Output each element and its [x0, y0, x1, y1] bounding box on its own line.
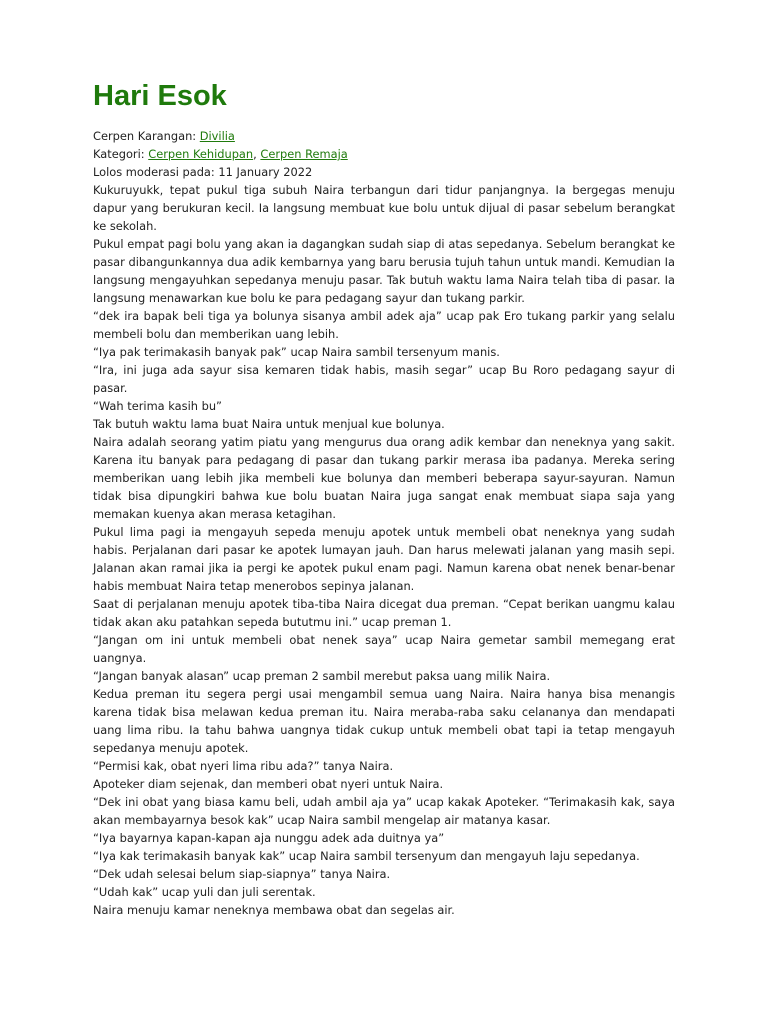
category-label: Kategori:	[93, 147, 149, 161]
author-label: Cerpen Karangan:	[93, 129, 200, 143]
story-paragraph: “Jangan om ini untuk membeli obat nenek saya” ucap Naira gemetar sambil memegang erat uangnya.	[93, 633, 675, 665]
story-paragraph: Kukuruyukk, tepat pukul tiga subuh Naira terbangun dari tidur panjangnya. Ia bergegas menuju dapur yang berukuran kecil. Ia langsung membuat kue bolu untuk dijual di pasar sebelum berangkat ke sekolah.	[93, 183, 675, 233]
story-paragraph: “Ira, ini juga ada sayur sisa kemaren tidak habis, masih segar” ucap Bu Roro pedagang sayur di pasar.	[93, 363, 675, 395]
story-paragraph: “Iya kak terimakasih banyak kak” ucap Naira sambil tersenyum dan mengayuh laju sepedanya.	[93, 849, 640, 863]
article-title: Hari Esok	[93, 80, 227, 112]
story-paragraph: “Wah terima kasih bu”	[93, 399, 222, 413]
category-line	[93, 145, 675, 163]
story-paragraph: Tak butuh waktu lama buat Naira untuk menjual kue bolunya.	[93, 417, 445, 431]
story-paragraph: “Permisi kak, obat nyeri lima ribu ada?” tanya Naira.	[93, 759, 394, 773]
category-separator: ,	[253, 147, 261, 161]
author-line	[93, 127, 675, 145]
story-paragraph: “dek ira bapak beli tiga ya bolunya sisanya ambil adek aja” ucap pak Ero tukang parkir yang selalu membeli bolu dan memberikan uang lebih.	[93, 309, 675, 341]
story-paragraph: Apoteker diam sejenak, dan memberi obat nyeri untuk Naira.	[93, 777, 444, 791]
story-paragraph: “Jangan banyak alasan” ucap preman 2 sambil merebut paksa uang milik Naira.	[93, 669, 551, 683]
category-link-remaja[interactable]: Cerpen Remaja	[260, 147, 348, 161]
story-paragraph: “Dek ini obat yang biasa kamu beli, udah ambil aja ya” ucap kakak Apoteker. “Terimakasih kak, saya akan membayarnya besok kak” ucap Naira sambil mengelap air matanya kasar.	[93, 795, 675, 827]
moderation-date: Lolos moderasi pada: 11 January 2022	[93, 165, 313, 179]
story-paragraph: “Dek udah selesai belum siap-siapnya” tanya Naira.	[93, 867, 391, 881]
story-paragraph: “Iya bayarnya kapan-kapan aja nunggu adek ada duitnya ya”	[93, 831, 445, 845]
article	[93, 76, 675, 919]
story-paragraph: Pukul empat pagi bolu yang akan ia dagangkan sudah siap di atas sepedanya. Sebelum berangkat ke pasar dibangunkannya dua adik kembarnya yang baru berusia tujuh tahun untuk mandi. Kemudian Ia langsung mengayuhkan sepedanya menuju pasar. Tak butuh waktu lama Naira telah tiba di pasar. Ia langsung menawarkan kue bolu ke para pedagang sayur dan tukang parkir.	[93, 237, 675, 305]
story-paragraph: Saat di perjalanan menuju apotek tiba-tiba Naira dicegat dua preman. “Cepat berikan uangmu kalau tidak akan aku patahkan sepeda bututmu ini.” ucap preman 1.	[93, 597, 675, 629]
category-link-kehidupan[interactable]: Cerpen Kehidupan	[148, 147, 254, 161]
story-paragraph: “Iya pak terimakasih banyak pak” ucap Naira sambil tersenyum manis.	[93, 345, 500, 359]
story-paragraph: Kedua preman itu segera pergi usai mengambil semua uang Naira. Naira hanya bisa menangis karena tidak bisa melawan kedua preman itu. Naira meraba-raba saku celananya dan mendapati uang lima ribu. Ia tahu bahwa uangnya tidak cukup untuk membeli obat tapi ia tetap mengayuh sepedanya menuju apotek.	[93, 687, 675, 755]
author-link[interactable]: Divilia	[199, 129, 235, 143]
story-paragraph: Naira menuju kamar neneknya membawa obat dan segelas air.	[93, 903, 455, 917]
story-paragraph: Naira adalah seorang yatim piatu yang mengurus dua orang adik kembar dan neneknya yang sakit. Karena itu banyak para pedagang di pasar dan tukang parkir merasa iba padanya. Mereka sering memberikan uang lebih jika membeli kue bolunya dan memberi beberapa sayur-sayuran. Namun tidak bisa dipungkiri bahwa kue bolu buatan Naira juga sangat enak membuat siapa saja yang memakan kuenya akan merasa ketagihan.	[93, 435, 675, 521]
story-paragraph: Pukul lima pagi ia mengayuh sepeda menuju apotek untuk membeli obat neneknya yang sudah habis. Perjalanan dari pasar ke apotek lumayan jauh. Dan harus melewati jalanan yang masih sepi. Jalanan akan ramai jika ia pergi ke apotek pukul enam pagi. Namun karena obat nenek benar-benar habis membuat Naira tetap menerobos sepinya jalanan.	[93, 525, 675, 593]
story-paragraph: “Udah kak” ucap yuli dan juli serentak.	[93, 885, 316, 899]
